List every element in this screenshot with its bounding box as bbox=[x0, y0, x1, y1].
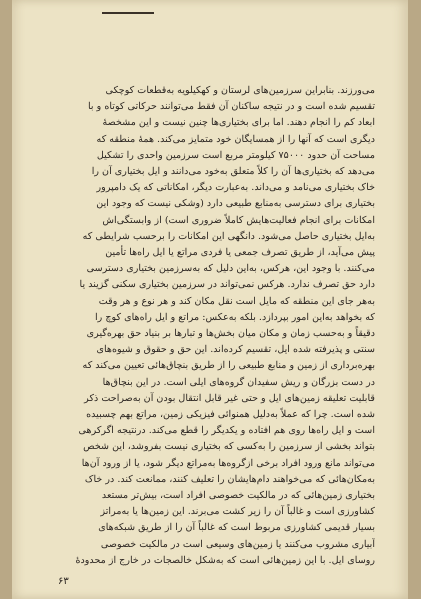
text-line: می‌کنند. با وجود این، هرکس، به‌این دلیل که به‌سرزمین بختیاری دسترسی bbox=[86, 263, 375, 275]
body-text bbox=[68, 83, 375, 569]
page-number: ۶۳ bbox=[58, 576, 69, 587]
text-line: می‌تواند مانع ورود افراد برخی ازگروه‌ها به‌مراتع دیگر شود، یا از ورود آن‌ها bbox=[81, 457, 375, 469]
text-line: بسیار قدیمی کشاورزی مربوط است که غالباً آن را از طریق شبکه‌های bbox=[98, 522, 375, 534]
text-line: به‌مکان‌هائی که می‌خواهند دام‌هایشان را تعلیف کنند، ممانعت کند. در خاک bbox=[84, 473, 375, 485]
text-line: که بخواهد به‌این امور بپردازد. بلکه به‌عکس: مراتع و ایل راه‌های کوچ را bbox=[94, 311, 375, 323]
text-line: شده است. چرا که عملاً به‌دلیل همنوائی فیزیکی زمین، مراتع بهم چسبیده bbox=[86, 409, 375, 421]
text-line: قابلیت تعلیقه زمین‌های ایل و حتی غیر قابل انتقال بودن آن به‌صراحت ذکر bbox=[84, 392, 375, 404]
header-rule bbox=[102, 12, 154, 14]
text-line: دارد حق تصرف ندارد. هرکس نمی‌تواند در سرزمین بختیاری سکنی گزیند یا bbox=[79, 279, 375, 291]
book-page bbox=[12, 0, 408, 599]
text-line: بتواند بخشی از سرزمین را به‌کسی که بختیاری نیست بفروشد، این شخص bbox=[83, 441, 375, 453]
text-line: بختیاری برای دسترسی به‌منابع طبیعی دارد (وشکی نیست که وجود این bbox=[96, 198, 375, 210]
text-line: مساحت آن حدود ۷۵۰۰۰ کیلومتر مربع است سرزمین واحدی را تشکیل bbox=[96, 149, 375, 161]
text-line: بختیاری زمین‌هائی که در مالکیت خصوصی افراد است، بیش‌تر مستعد bbox=[101, 490, 375, 502]
text-line: خاک بختیاری می‌نامد و می‌داند. به‌عبارت دیگر، امکاناتی که یک دامپرور bbox=[96, 182, 375, 194]
text-line: امکانات برای انجام فعالیت‌هایش کاملاً ضروری است) از وابستگی‌اش bbox=[102, 214, 375, 226]
text-line: پیش می‌آید، از طریق تصرف جمعی یا فردی مراتع یا ایل راه‌ها تأمین bbox=[105, 247, 375, 259]
text-line: ابعاد کم را انجام دهند. اما برای بختیاری‌ها چنین نیست و این مشخصهٔ bbox=[102, 117, 375, 129]
text-line: می‌دهد که بختیاری‌ها آن را کلاً متعلق به‌خود می‌دانند و ایل بختیاری آن را bbox=[91, 166, 375, 178]
text-line: به‌هر جای این منطقه که مایل است نقل مکان کند و هر نوع و هر وقت bbox=[98, 295, 375, 307]
text-line: در دست بزرگان و ریش سفیدان گروه‌های ایلی است. در این بنچاق‌ها bbox=[102, 376, 375, 388]
text-line: آبیاری مشروب می‌کنند یا زمین‌های وسیعی است در مالکیت خصوصی bbox=[100, 538, 375, 550]
text-line: دقیقاً و به‌حسب زمان و مکان میان بخش‌ها و تبارها بر بنیاد حق بهره‌گیری bbox=[86, 328, 375, 340]
text-line: به‌ایل بختیاری حاصل می‌شود. دانگهی این امکانات را برحسب شرایطی که bbox=[82, 230, 375, 242]
text-line: دیگری است که آنها را از همسایگان خود متمایز می‌کند. همهٔ منطقه که bbox=[96, 133, 375, 145]
text-line: می‌ورزند. بنابراین سرزمین‌های لرستان و کهکیلویه به‌قطعات کوچکی bbox=[105, 85, 375, 96]
text-line: کشاورزی است و غالباً آن را زیر کشت می‌برند. این زمین‌ها یا به‌مراتز bbox=[100, 506, 375, 518]
text-line: است و ایل راه‌ها روی هم افتاده و یکدیگر را قطع می‌کند. درنتیجه اگرکرهی bbox=[78, 425, 375, 437]
text-line: تقسیم شده است و در نتیجه ساکنان آن فقط می‌توانند حرکاتی کوتاه و با bbox=[88, 101, 375, 113]
text-line: سنتی و پذیرفته شده ایل، تقسیم کرده‌اند. این حق و حقوق و شیوه‌های bbox=[96, 344, 375, 356]
text-line: بهره‌برداری از زمین و منابع طبیعی را از طریق بنچاق‌هائی تعیین می‌کند که bbox=[82, 360, 375, 372]
text-line: روسای ایل. با این زمین‌هائی است که به‌شکل خالصجات در خارج از محدودهٔ bbox=[75, 554, 375, 566]
